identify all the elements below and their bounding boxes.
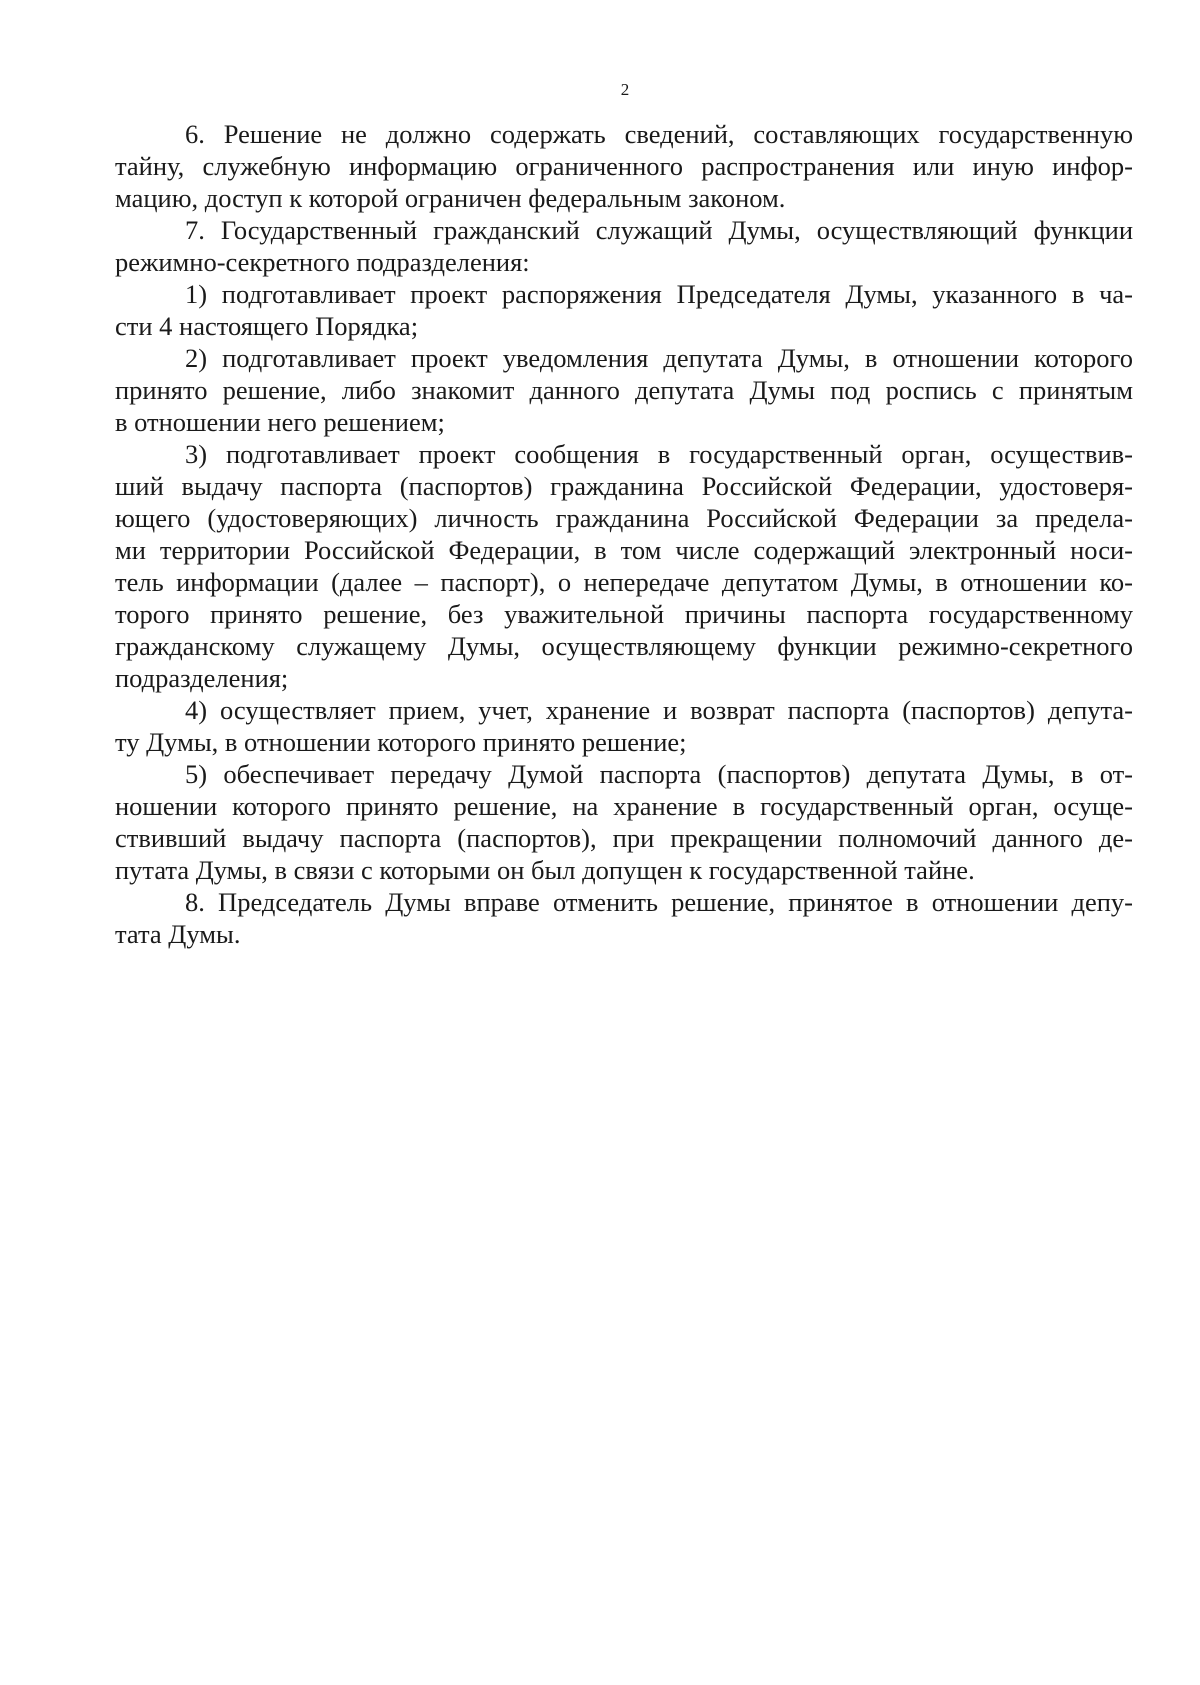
text-line: тайну, служебную информацию ограниченного распространения или иную инфор- <box>115 151 1133 181</box>
text-line: ми территории Российской Федерации, в том числе содержащий электронный носи- <box>115 535 1133 565</box>
text-line: сти 4 настоящего Порядка; <box>115 311 419 341</box>
text-line: торого принято решение, без уважительной причины паспорта государственному <box>115 599 1133 629</box>
text-line: 3) подготавливает проект сообщения в государственный орган, осуществив- <box>185 439 1133 469</box>
text-line: ющего (удостоверяющих) личность гражданина Российской Федерации за предела- <box>115 503 1133 533</box>
text-line: ший выдачу паспорта (паспортов) гражданина Российской Федерации, удостоверя- <box>115 471 1133 501</box>
text-line: мацию, доступ к которой ограничен федеральным законом. <box>115 183 786 213</box>
text-line: 2) подготавливает проект уведомления депутата Думы, в отношении которого <box>185 343 1133 373</box>
text-line: тель информации (далее – паспорт), о непередаче депутатом Думы, в отношении ко- <box>115 567 1133 597</box>
text-line: ту Думы, в отношении которого принято решение; <box>115 727 687 757</box>
text-line: 4) осуществляет прием, учет, хранение и возврат паспорта (паспортов) депута- <box>185 695 1133 725</box>
text-line: гражданскому служащему Думы, осуществляющему функции режимно-секретного <box>115 631 1133 661</box>
text-line: 7. Государственный гражданский служащий Думы, осуществляющий функции <box>185 215 1133 245</box>
document-body <box>115 118 1133 950</box>
text-line: подразделения; <box>115 663 289 693</box>
text-line: принято решение, либо знакомит данного депутата Думы под роспись с принятым <box>115 375 1133 405</box>
text-line: путата Думы, в связи с которыми он был допущен к государственной тайне. <box>115 855 975 885</box>
text-line: ствивший выдачу паспорта (паспортов), при прекращении полномочий данного де- <box>115 823 1133 853</box>
text-line: 1) подготавливает проект распоряжения Председателя Думы, указанного в ча- <box>185 279 1133 309</box>
text-line: 5) обеспечивает передачу Думой паспорта (паспортов) депутата Думы, в от- <box>185 759 1133 789</box>
text-line: 6. Решение не должно содержать сведений, составляющих государственную <box>185 119 1133 149</box>
text-line: в отношении него решением; <box>115 407 445 437</box>
text-line: тата Думы. <box>115 919 241 949</box>
page-number: 2 <box>620 80 630 99</box>
text-line: 8. Председатель Думы вправе отменить решение, принятое в отношении депу- <box>185 887 1133 917</box>
text-line: ношении которого принято решение, на хранение в государственный орган, осуще- <box>115 791 1133 821</box>
text-line: режимно-секретного подразделения: <box>115 247 530 277</box>
